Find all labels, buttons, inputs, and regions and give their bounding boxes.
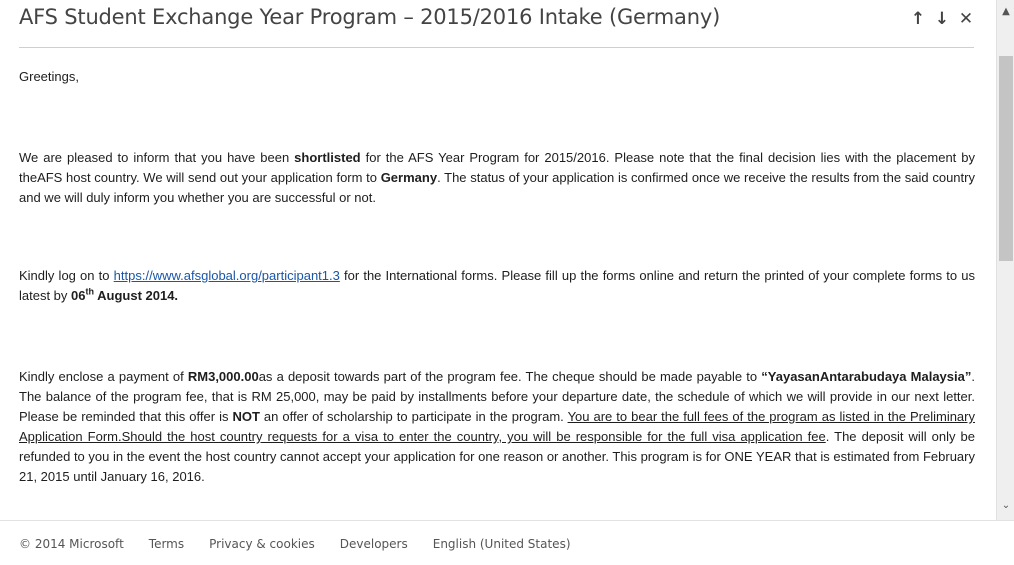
text: We are pleased to inform that you have been bbox=[19, 150, 295, 165]
message-actions bbox=[910, 9, 974, 29]
message-subject: AFS Student Exchange Year Program – 2015/2016 Intake (Germany) bbox=[19, 5, 721, 29]
underlined-text: You are to bear the full fees of the program as listed in the Preliminary Application Form.Should the host country requests for a visa to enter the country, you will be responsible for the full visa application fee bbox=[19, 409, 975, 444]
bold-text: “YayasanAntarabudaya Malaysia” bbox=[761, 369, 972, 384]
message-header bbox=[0, 0, 996, 46]
header-divider bbox=[19, 47, 974, 48]
deadline-date bbox=[71, 288, 178, 303]
text: as a deposit towards part of the program fee. The cheque should be made payable to bbox=[258, 369, 762, 384]
text: for the International forms. Please fill up the forms online and return the printed of your complete forms to us latest by bbox=[19, 268, 975, 303]
text: Kindly enclose a payment of bbox=[19, 369, 188, 384]
afs-forms-link[interactable]: https://www.afsglobal.org/participant1.3 bbox=[113, 268, 340, 283]
text: . The balance of the program fee, that is RM 25,000, may be paid by installments before your departure date, the schedule of which we will provide in our next letter. Please be reminded that this offer is bbox=[19, 369, 975, 424]
paragraph-payment bbox=[19, 367, 975, 487]
text: for the AFS Year Program for 2015/2016. Please note that the final decision lies with the placement by theAFS host country. We will send out your application form to bbox=[19, 150, 975, 185]
date-suffix: th bbox=[85, 286, 94, 297]
footer-link-privacy[interactable]: Privacy & cookies bbox=[209, 537, 315, 551]
paragraph-shortlisted bbox=[19, 148, 975, 208]
copyright: © 2014 Microsoft bbox=[19, 537, 124, 551]
scrollbar-thumb[interactable] bbox=[999, 56, 1013, 261]
footer-link-developers[interactable]: Developers bbox=[339, 537, 408, 551]
text: Kindly log on to bbox=[19, 268, 114, 283]
date-day: 06 bbox=[71, 288, 86, 303]
scroll-down-icon[interactable]: ⌄ bbox=[1001, 499, 1011, 511]
greeting: Greetings, bbox=[19, 69, 79, 84]
bold-text: RM3,000.00 bbox=[187, 369, 259, 384]
next-message-icon[interactable]: ↓ bbox=[934, 9, 950, 29]
text: . The status of your application is confirmed once we receive the results from the said country and we will duly inform you whether you are successful or not. bbox=[19, 170, 975, 205]
bold-text: Germany bbox=[380, 170, 438, 185]
date-rest: August 2014. bbox=[94, 288, 179, 303]
footer-link-terms[interactable]: Terms bbox=[148, 537, 185, 551]
scroll-up-icon[interactable]: ▲ bbox=[1002, 5, 1010, 17]
text: . The deposit will only be refunded to you in the event the host country cannot accept your application for one reason or another. This program is for ONE YEAR that is estimated from February 21, 2015 until January 16, 2016. bbox=[19, 429, 975, 484]
paragraph-forms bbox=[19, 266, 975, 306]
footer-links bbox=[19, 537, 596, 551]
vertical-scrollbar[interactable] bbox=[996, 0, 1014, 520]
footer-link-language[interactable]: English (United States) bbox=[432, 537, 571, 551]
text: an offer of scholarship to participate in the program. bbox=[259, 409, 568, 424]
footer bbox=[0, 520, 1014, 565]
bold-text: shortlisted bbox=[294, 150, 361, 165]
bold-text: NOT bbox=[232, 409, 260, 424]
close-icon[interactable]: ✕ bbox=[958, 9, 974, 29]
previous-message-icon[interactable]: ↑ bbox=[910, 9, 926, 29]
